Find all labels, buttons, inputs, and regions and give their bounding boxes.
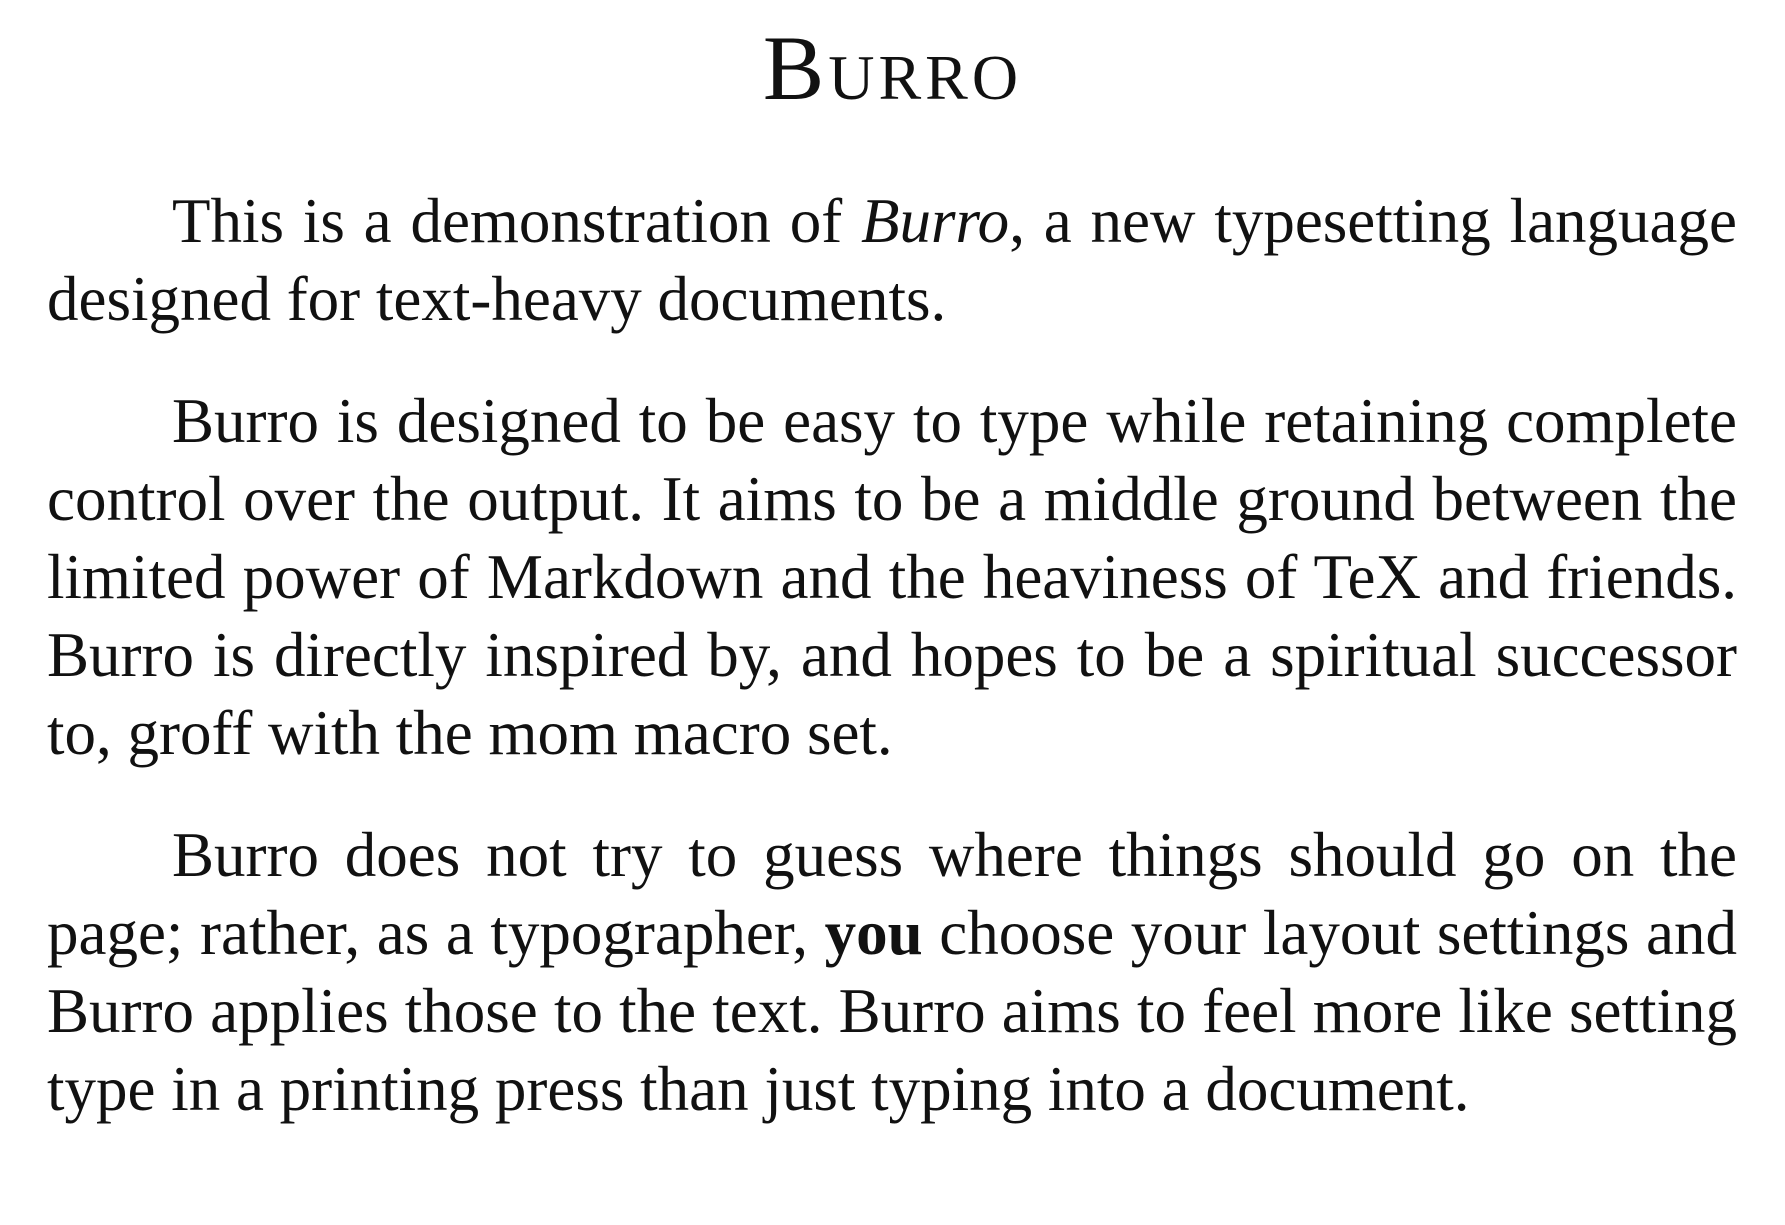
you-bold-emphasis: you bbox=[824, 898, 923, 968]
document-body bbox=[47, 182, 1737, 1128]
document-title: Burro bbox=[762, 17, 1023, 119]
paragraph-intro-start: This is a demonstration of bbox=[172, 186, 861, 256]
paragraph-typographer-end: choose your layout settings and Burro applies those to the text. Burro aims to feel more like setting type in a printing press than just typing into a document. bbox=[47, 898, 1737, 1124]
paragraph-typographer bbox=[47, 816, 1737, 1128]
paragraph-intro bbox=[47, 182, 1737, 338]
paragraph-intro-end: , a new typesetting language designed for text-heavy documents. bbox=[47, 186, 1737, 334]
burro-italic-emphasis: Burro bbox=[861, 186, 1010, 256]
paragraph-typographer-start: Burro does not try to guess where things should go on the page; rather, as a typographer, bbox=[47, 820, 1737, 968]
paragraph-design-goals: Burro is designed to be easy to type while retaining complete control over the output. It aims to be a middle ground between the limited power of Markdown and the heaviness of TeX and friends. Burro is directly inspired by, and hopes to be a spiritual successor to, groff with the mom macro set. bbox=[47, 386, 1737, 768]
